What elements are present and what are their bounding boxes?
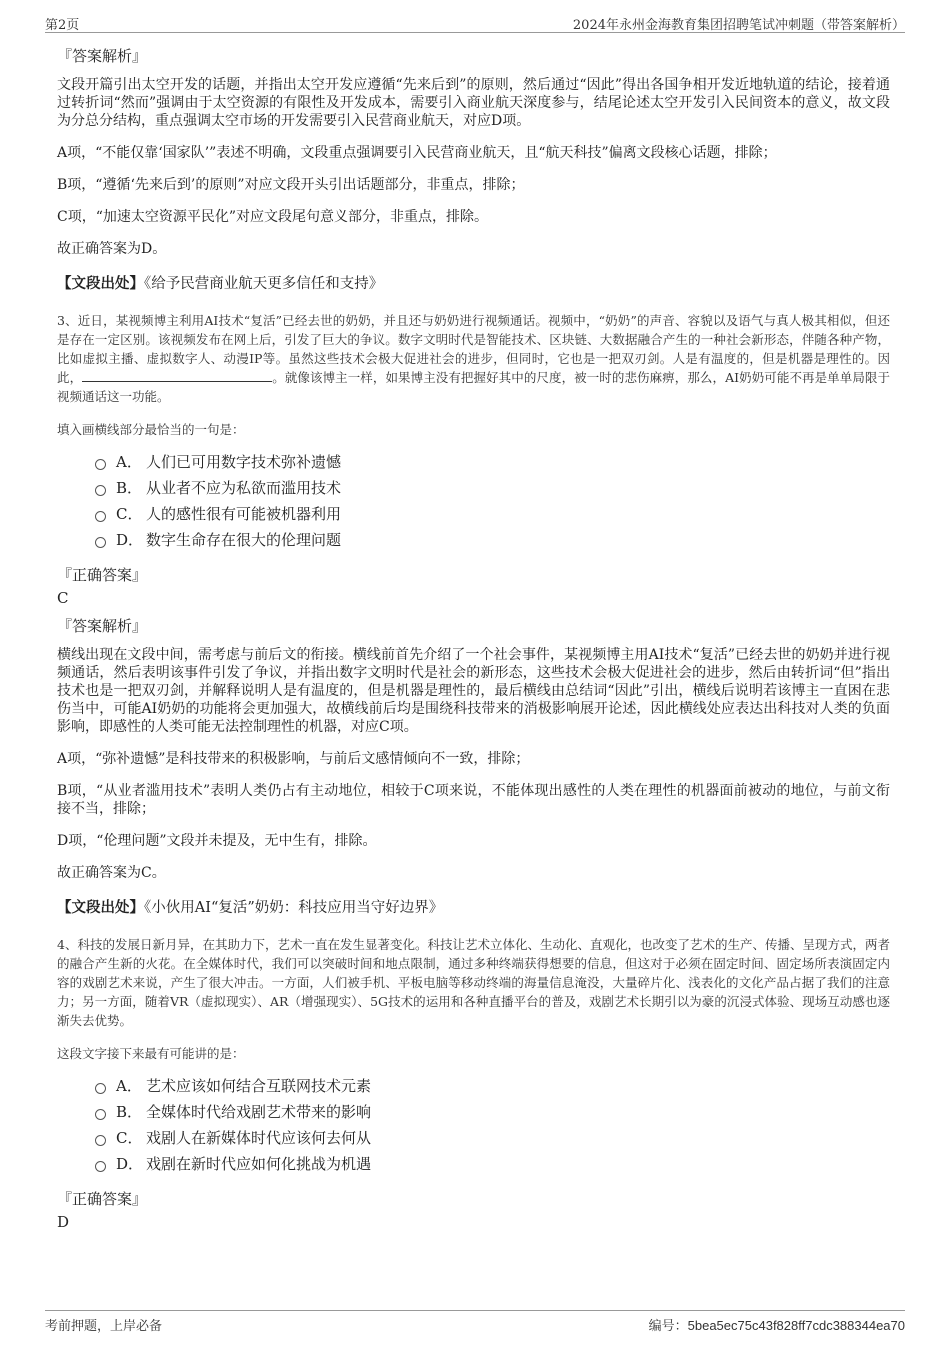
q2-source-label: 【文段出处】 <box>57 275 144 292</box>
q2-source-title: 《给予民营商业航天更多信任和支持》 <box>144 276 384 292</box>
q3-option-d[interactable] <box>95 526 890 552</box>
q3-stem-before: 3、近日，某视频博主利用AI技术“复活”已经去世的奶奶，并且还与奶奶进行视频通话。视频中，“奶奶”的声音、容貌以及语气与真人极其相似，但还是存在一定区别。该视频发布在网上后，引发了巨大的争议。数字文明时代是智能技术、区块链、大数据融合产生的一种社会新形态，伴随各种产物，比如虚拟主播、虚拟数字人、动漫IP等。虽然这些技术会极大促进社会的进步，但同时，它也是一把双刃剑。人是有温度的，但是机器是理性的。因此， <box>57 313 890 385</box>
q3-blank-line <box>82 369 272 382</box>
q3-answer-label: 『正确答案』 <box>57 566 148 584</box>
radio-icon[interactable] <box>95 1161 106 1172</box>
radio-icon[interactable] <box>95 1109 106 1120</box>
option-letter: C． <box>116 1128 143 1147</box>
option-letter: B． <box>116 1102 143 1121</box>
radio-icon[interactable] <box>95 511 106 522</box>
q2-analysis-label: 『答案解析』 <box>57 47 148 65</box>
q3-source <box>57 896 890 917</box>
q3-option-d-note: D项，“伦理问题”文段并未提及，无中生有，排除。 <box>57 833 377 849</box>
q3-option-c[interactable] <box>95 500 890 526</box>
q3-source-title: 《小伙用AI“复活”奶奶：科技应用当守好边界》 <box>144 900 444 916</box>
q3-option-b-note: B项，“从业者滥用技术”表明人类仍占有主动地位，相较于C项来说，不能体现出感性的人类在理性的机器面前被动的地位，与前文衔接不当，排除； <box>57 783 890 817</box>
page-number: 第2页 <box>45 18 80 33</box>
q3-conclusion: 故正确答案为C。 <box>57 865 166 881</box>
q4-options <box>95 1072 890 1176</box>
page-header <box>45 12 905 33</box>
footer-slogan: 考前押题，上岸必备 <box>45 1319 163 1334</box>
option-letter: A． <box>116 1076 142 1095</box>
page-footer <box>45 1310 905 1335</box>
q3-source-label: 【文段出处】 <box>57 899 144 916</box>
page-content <box>55 45 890 1239</box>
radio-icon[interactable] <box>95 537 106 548</box>
radio-icon[interactable] <box>95 459 106 470</box>
radio-icon[interactable] <box>95 1083 106 1094</box>
option-text: 全媒体时代给戏剧艺术带来的影响 <box>146 1102 372 1121</box>
q4-option-a[interactable] <box>95 1072 890 1098</box>
option-text: 人的感性很有可能被机器利用 <box>146 504 342 523</box>
option-text: 人们已可用数字技术弥补遗憾 <box>146 452 342 471</box>
q2-option-c-note: C项，“加速太空资源平民化”对应文段尾句意义部分，非重点，排除。 <box>57 209 489 225</box>
footer-code <box>649 1315 905 1334</box>
radio-icon[interactable] <box>95 1135 106 1146</box>
q3-prompt: 填入画横线部分最恰当的一句是： <box>57 422 245 437</box>
q4-answer: D <box>57 1213 70 1231</box>
option-letter: B． <box>116 478 143 497</box>
q3-stem-after: 。就像该博主一样，如果博主没有把握好其中的尺度，被一时的悲伤麻痹，那么，AI奶奶可能不再是单单局限于视频通话这一功能。 <box>57 370 890 404</box>
option-letter: D． <box>116 1154 144 1173</box>
footer-code-value: 5bea5ec75c43f828ff7cdc388344ea70 <box>687 1318 905 1333</box>
q2-source <box>57 272 890 293</box>
option-text: 数字生命存在很大的伦理问题 <box>146 530 342 549</box>
option-letter: A． <box>116 452 142 471</box>
q4-option-b[interactable] <box>95 1098 890 1124</box>
q4-prompt: 这段文字接下来最有可能讲的是： <box>57 1046 245 1061</box>
option-text: 戏剧在新时代应如何化挑战为机遇 <box>146 1154 372 1173</box>
q3-analysis-text: 横线出现在文段中间，需考虑与前后文的衔接。横线前首先介绍了一个社会事件，某视频博主用AI技术“复活”已经去世的奶奶并进行视频通话，然后表明该事件引发了争议，并指出数字文明时代是社会的新形态，这些技术会极大促进社会的进步，然后由转折词“但”指出技术也是一把双刃剑，并解释说明人是有温度的，但是机器是理性的，最后横线由总结词“因此”引出，横线后说明若该博主一直困在悲伤当中，可能AI奶奶的功能将会更加强大，故横线前后均是围绕科技带来的消极影响展开论述，因此横线处应表达出科技对人类的负面影响，即感性的人类可能无法控制理性的机器，对应C项。 <box>57 647 890 735</box>
option-text: 戏剧人在新媒体时代应该何去何从 <box>146 1128 372 1147</box>
radio-icon[interactable] <box>95 485 106 496</box>
q4-option-d[interactable] <box>95 1150 890 1176</box>
q3-stem <box>57 311 890 406</box>
option-letter: D． <box>116 530 144 549</box>
option-text: 艺术应该如何结合互联网技术元素 <box>146 1076 372 1095</box>
q2-conclusion: 故正确答案为D。 <box>57 241 167 257</box>
q2-analysis-text: 文段开篇引出太空开发的话题，并指出太空开发应遵循“先来后到”的原则，然后通过“因此”得出各国争相开发近地轨道的结论，接着通过转折词“然而”强调由于太空资源的有限性及开发成本，需要引入商业航天深度参与，结尾论述太空开发引入民间资本的意义，故文段为分总分结构，重点强调太空市场的开发需要引入民营商业航天，对应D项。 <box>57 77 890 129</box>
q3-analysis-label: 『答案解析』 <box>57 617 148 635</box>
q3-option-a[interactable] <box>95 448 890 474</box>
option-text: 从业者不应为私欲而滥用技术 <box>146 478 342 497</box>
q3-answer: C <box>57 589 69 607</box>
q2-option-a-note: A项，“不能仅靠‘国家队’”表述不明确，文段重点强调要引入民营商业航天，且“航天科技”偏离文段核心话题，排除； <box>57 145 777 161</box>
q4-answer-label: 『正确答案』 <box>57 1190 148 1208</box>
q2-option-b-note: B项，“遵循‘先来后到’的原则”对应文段开头引出话题部分，非重点，排除； <box>57 177 525 193</box>
q3-options <box>95 448 890 552</box>
option-letter: C． <box>116 504 143 523</box>
q4-stem: 4、科技的发展日新月异，在其助力下，艺术一直在发生显著变化。科技让艺术立体化、生动化、直观化，也改变了艺术的生产、传播、呈现方式，两者的融合产生新的火花。在全媒体时代，我们可以突破时间和地点限制，通过多种终端获得想要的信息，但这对于必须在固定时间、固定场所表演固定内容的戏剧艺术来说，产生了很大冲击。一方面，人们被手机、平板电脑等移动终端的海量信息淹没，大量碎片化、浅表化的文化产品占据了我们的注意力；另一方面，随着VR（虚拟现实）、AR（增强现实）、5G技术的运用和各种直播平台的普及，戏剧艺术长期引以为豪的沉浸式体验、现场互动感也逐渐失去优势。 <box>57 937 890 1028</box>
q4-option-c[interactable] <box>95 1124 890 1150</box>
q3-option-b[interactable] <box>95 474 890 500</box>
q3-option-a-note: A项，“弥补遗憾”是科技带来的积极影响，与前后文感情倾向不一致，排除； <box>57 751 530 767</box>
footer-code-label: 编号： <box>648 1319 688 1334</box>
document-title: 2024年永州金海教育集团招聘笔试冲刺题（带答案解析） <box>572 18 905 33</box>
